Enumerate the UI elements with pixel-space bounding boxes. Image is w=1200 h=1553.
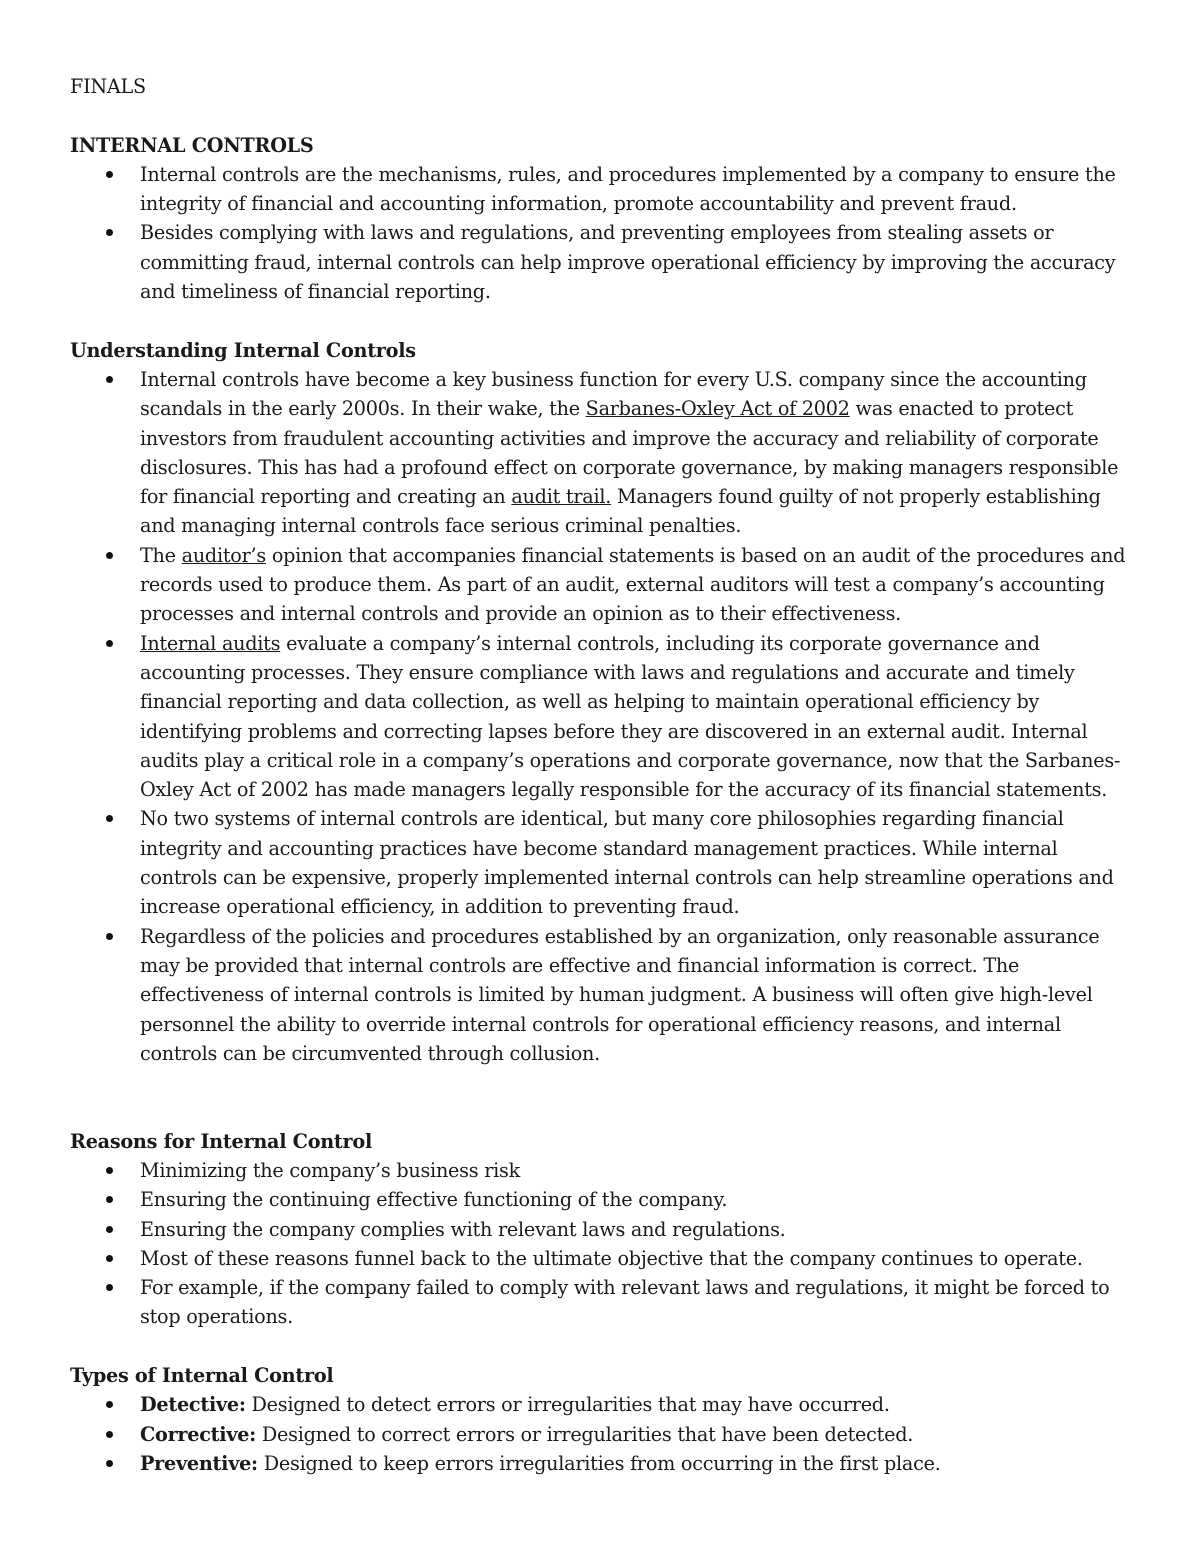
list-item: Most of these reasons funnel back to the ultimate objective that the company continues to operate. bbox=[70, 1244, 1132, 1273]
bullet-list-understanding bbox=[70, 365, 1132, 1068]
bullet-icon bbox=[106, 1460, 113, 1467]
document-title: FINALS bbox=[70, 75, 146, 98]
list-item: For example, if the company failed to comply with relevant laws and regulations, it might be forced to stop operations. bbox=[70, 1273, 1132, 1332]
bullet-icon bbox=[106, 1401, 113, 1408]
bullet-icon bbox=[106, 1226, 113, 1233]
list-item: Ensuring the company complies with relevant laws and regulations. bbox=[70, 1215, 1132, 1244]
list-item: The auditor’s opinion that accompanies financial statements is based on an audit of the procedures and records used to produce them. As part of an audit, external auditors will test a company’s accounting processes and internal controls and provide an opinion as to their effectiveness. bbox=[70, 541, 1132, 629]
list-item: Regardless of the policies and procedures established by an organization, only reasonable assurance may be provided that internal controls are effective and financial information is correct. The effectiveness of internal controls is limited by human judgment. A business will often give high-level personnel the ability to override internal controls for operational efficiency reasons, and internal controls can be circumvented through collusion. bbox=[70, 922, 1132, 1068]
bullet-icon bbox=[106, 815, 113, 822]
auditors-link[interactable]: auditor’s bbox=[181, 543, 266, 567]
list-item: Corrective: Designed to correct errors or irregularities that have been detected. bbox=[70, 1420, 1132, 1449]
section-heading-internal-controls: INTERNAL CONTROLS bbox=[70, 133, 314, 157]
list-item: Preventive: Designed to keep errors irregularities from occurring in the first place. bbox=[70, 1449, 1132, 1478]
term-detective: Detective: bbox=[140, 1393, 246, 1417]
bullet-icon bbox=[106, 640, 113, 647]
bullet-icon bbox=[106, 1284, 113, 1291]
bullet-list-reasons bbox=[70, 1156, 1132, 1332]
bullet-icon bbox=[106, 1167, 113, 1174]
bullet-icon bbox=[106, 171, 113, 178]
bullet-icon bbox=[106, 552, 113, 559]
section-heading-types: Types of Internal Control bbox=[70, 1364, 334, 1388]
list-item: Minimizing the company’s business risk bbox=[70, 1156, 1132, 1185]
audit-trail-link[interactable]: audit trail. bbox=[511, 485, 612, 509]
section-heading-understanding: Understanding Internal Controls bbox=[70, 338, 416, 362]
list-item: Ensuring the continuing effective functioning of the company. bbox=[70, 1185, 1132, 1214]
bullet-list-internal-controls bbox=[70, 160, 1132, 306]
list-item: Internal audits evaluate a company’s internal controls, including its corporate governance and accounting processes. They ensure compliance with laws and regulations and accurate and timely financial reporting and data collection, as well as helping to maintain operational efficiency by identifying problems and correcting lapses before they are discovered in an external audit. Internal audits play a critical role in a company’s operations and corporate governance, now that the Sarbanes-Oxley Act of 2002 has made managers legally responsible for the accuracy of its financial statements. bbox=[70, 629, 1132, 805]
list-item: Besides complying with laws and regulations, and preventing employees from stealing assets or committing fraud, internal controls can help improve operational efficiency by improving the accuracy and timeliness of financial reporting. bbox=[70, 218, 1132, 306]
list-item: Internal controls are the mechanisms, rules, and procedures implemented by a company to ensure the integrity of financial and accounting information, promote accountability and prevent fraud. bbox=[70, 160, 1132, 219]
bullet-icon bbox=[106, 1431, 113, 1438]
section-heading-reasons: Reasons for Internal Control bbox=[70, 1129, 372, 1153]
document-body bbox=[70, 72, 1132, 1478]
bullet-icon bbox=[106, 933, 113, 940]
internal-audits-link[interactable]: Internal audits bbox=[140, 631, 281, 655]
term-corrective: Corrective: bbox=[140, 1422, 257, 1446]
bullet-icon bbox=[106, 376, 113, 383]
bullet-icon bbox=[106, 1196, 113, 1203]
bullet-icon bbox=[106, 229, 113, 236]
list-item: Detective: Designed to detect errors or irregularities that may have occurred. bbox=[70, 1390, 1132, 1419]
list-item: Internal controls have become a key business function for every U.S. company since the accounting scandals in the early 2000s. In their wake, the Sarbanes-Oxley Act of 2002 was enacted to protect investors from fraudulent accounting activities and improve the accuracy and reliability of corporate disclosures. This has had a profound effect on corporate governance, by making managers responsible for financial reporting and creating an audit trail. Managers found guilty of not properly establishing and managing internal controls face serious criminal penalties. bbox=[70, 365, 1132, 541]
term-preventive: Preventive: bbox=[140, 1451, 258, 1475]
sarbanes-oxley-link[interactable]: Sarbanes-Oxley Act of 2002 bbox=[585, 397, 850, 421]
bullet-icon bbox=[106, 1255, 113, 1262]
bullet-list-types bbox=[70, 1390, 1132, 1478]
list-item: No two systems of internal controls are identical, but many core philosophies regarding financial integrity and accounting practices have become standard management practices. While internal controls can be expensive, properly implemented internal controls can help streamline operations and increase operational efficiency, in addition to preventing fraud. bbox=[70, 804, 1132, 921]
